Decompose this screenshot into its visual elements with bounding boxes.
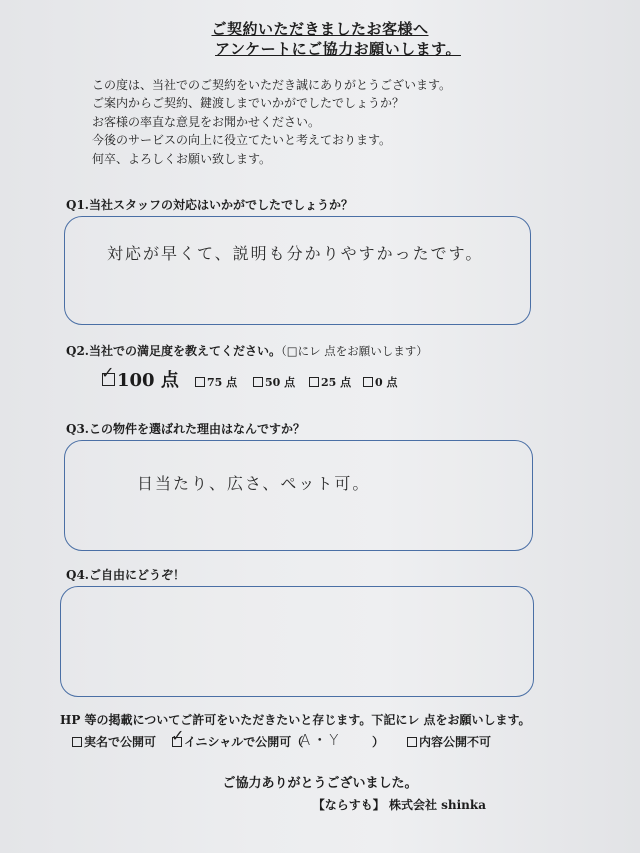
checkbox[interactable] [195,377,205,387]
intro-line: お客様の率直な意見をお聞かせください。 [92,114,321,129]
q3-answer: 日当たり、広さ、ペット可。 [137,474,371,493]
company-name: 【ならすも】 株式会社 shinka [312,798,486,812]
checkbox[interactable] [309,377,319,387]
q2-question [66,342,428,359]
checkbox[interactable] [407,737,417,747]
initials-value: A・Y [300,731,341,749]
q2-question-text: Q2.当社での満足度を教えてください。 [66,344,281,358]
check-mark-icon: ✓ [171,726,185,745]
consent-text: HP 等の掲載についてご許可をいただきたいと存じます。下記にレ 点をお願いします。 [60,713,531,727]
option-initials[interactable] [172,733,303,750]
checkbox[interactable] [363,377,373,387]
option-label: 実名で公開可 [84,735,157,749]
q1-question: Q1.当社スタッフの対応はいかがでしたでしょうか？ [66,198,353,212]
option-label: 0 点 [375,376,398,389]
option-50[interactable] [253,374,295,390]
intro-text [92,76,451,168]
intro-line: 何卒、よろしくお願い致します。 [92,151,272,166]
q3-answer-box[interactable] [64,440,533,551]
check-mark-icon: ✓ [101,363,115,382]
q4-answer-box[interactable] [60,586,534,697]
q1-answer-box[interactable] [64,216,531,325]
option-label: イニシャルで公開可（ [184,735,304,749]
q4-question: Q4.ご自由にどうぞ！ [66,568,185,582]
option-75[interactable] [195,374,237,390]
initials-close-paren: ） [372,735,385,749]
option-label: 25 点 [321,376,352,389]
closing-thanks: ご協力ありがとうございました。 [222,776,418,791]
q1-answer: 対応が早くて、説明も分かりやすかったです。 [107,244,484,263]
option-label: 100 点 [117,370,179,391]
option-real-name[interactable] [72,733,156,750]
option-label: 内容公開不可 [419,735,492,749]
consent-options [0,726,640,751]
q2-options [0,363,640,391]
intro-line: 今後のサービスの向上に役立てたいと考えております。 [92,133,392,148]
option-no-publish[interactable] [407,733,491,750]
intro-line: ご案内からご契約、鍵渡しまでいかがでしたでしょうか？ [92,96,405,111]
title-line-1: ご契約いただきましたお客様へ [211,20,429,38]
checkbox[interactable] [253,377,263,387]
q2-note: （□にレ 点をお願いします） [280,344,428,358]
option-25[interactable] [309,374,351,390]
option-0[interactable] [363,374,397,390]
option-label: 75 点 [207,376,238,389]
checkbox[interactable] [72,737,82,747]
title-line-2: アンケートにご協力お願いします。 [215,40,461,58]
q3-question: Q3.この物件を選ばれた理由はなんですか？ [66,422,305,436]
intro-line: この度は、当社でのご契約をいただき誠にありがとうございます。 [92,78,452,92]
option-label: 50 点 [265,376,296,389]
